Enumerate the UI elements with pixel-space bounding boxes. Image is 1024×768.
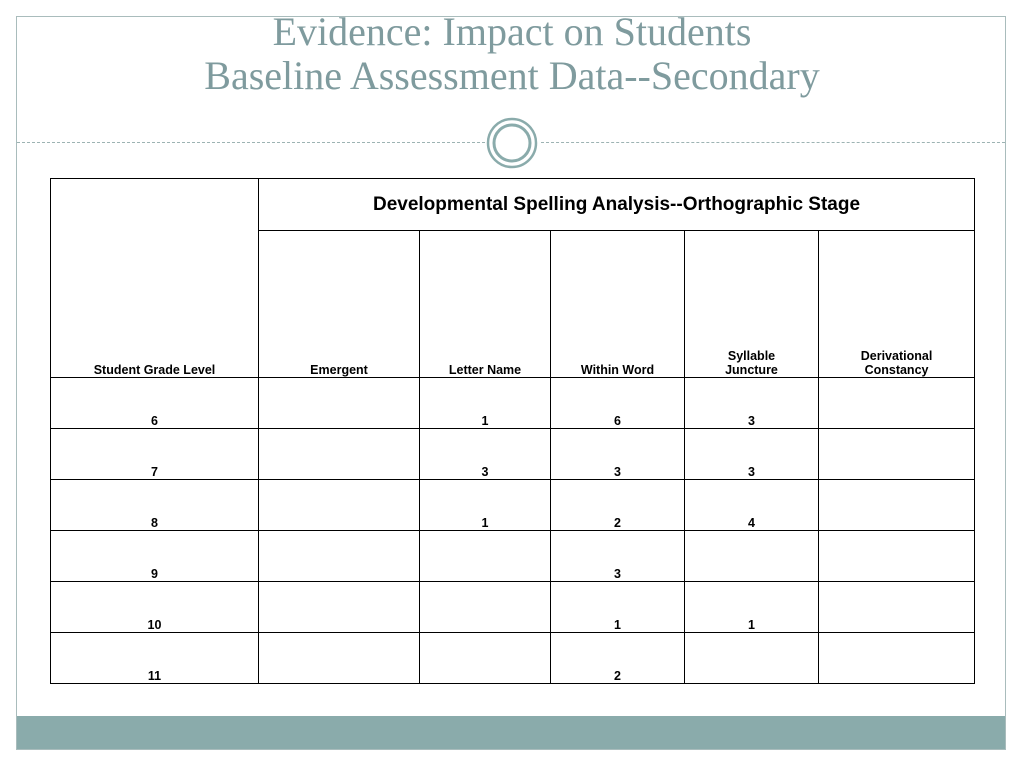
circle-ornament-icon <box>486 117 538 169</box>
header-syllable-juncture: Syllable Juncture <box>685 231 819 378</box>
header-within-word: Within Word <box>551 231 685 378</box>
grade-cell: 6 <box>51 378 259 429</box>
table-row <box>51 633 975 684</box>
derivational-constancy-cell <box>819 531 975 582</box>
within-word-cell: 1 <box>551 582 685 633</box>
header-emergent: Emergent <box>259 231 420 378</box>
grade-cell: 9 <box>51 531 259 582</box>
emergent-cell <box>259 633 420 684</box>
letter-name-cell <box>420 582 551 633</box>
emergent-cell <box>259 480 420 531</box>
within-word-cell: 3 <box>551 531 685 582</box>
letter-name-cell <box>420 531 551 582</box>
syllable-juncture-cell: 3 <box>685 378 819 429</box>
letter-name-cell <box>420 633 551 684</box>
header-group-title: Developmental Spelling Analysis--Orthographic Stage <box>259 179 975 231</box>
title-line-1: Evidence: Impact on Students <box>272 9 752 54</box>
title-line-2: Baseline Assessment Data--Secondary <box>204 53 820 98</box>
spelling-analysis-table <box>50 178 975 684</box>
syllable-juncture-cell: 3 <box>685 429 819 480</box>
header-derivational-constancy: Derivational Constancy <box>819 231 975 378</box>
divider-right <box>541 142 1005 143</box>
header-letter-name: Letter Name <box>420 231 551 378</box>
letter-name-cell: 3 <box>420 429 551 480</box>
emergent-cell <box>259 378 420 429</box>
derivational-constancy-cell <box>819 582 975 633</box>
within-word-cell: 3 <box>551 429 685 480</box>
syllable-juncture-cell <box>685 633 819 684</box>
emergent-cell <box>259 582 420 633</box>
letter-name-cell: 1 <box>420 378 551 429</box>
grade-cell: 8 <box>51 480 259 531</box>
table-row <box>51 480 975 531</box>
derivational-constancy-cell <box>819 633 975 684</box>
syllable-juncture-cell: 1 <box>685 582 819 633</box>
emergent-cell <box>259 531 420 582</box>
letter-name-cell: 1 <box>420 480 551 531</box>
within-word-cell: 6 <box>551 378 685 429</box>
table-row <box>51 378 975 429</box>
divider-left <box>17 142 485 143</box>
syllable-juncture-cell <box>685 531 819 582</box>
derivational-constancy-cell <box>819 429 975 480</box>
slide-title <box>0 10 1024 98</box>
header-student-grade-level: Student Grade Level <box>51 179 259 378</box>
grade-cell: 7 <box>51 429 259 480</box>
derivational-constancy-cell <box>819 378 975 429</box>
grade-cell: 10 <box>51 582 259 633</box>
footer-band <box>17 716 1005 749</box>
derivational-constancy-cell <box>819 480 975 531</box>
syllable-juncture-cell: 4 <box>685 480 819 531</box>
table-row <box>51 429 975 480</box>
within-word-cell: 2 <box>551 480 685 531</box>
within-word-cell: 2 <box>551 633 685 684</box>
table-row <box>51 582 975 633</box>
emergent-cell <box>259 429 420 480</box>
table-row <box>51 531 975 582</box>
grade-cell: 11 <box>51 633 259 684</box>
